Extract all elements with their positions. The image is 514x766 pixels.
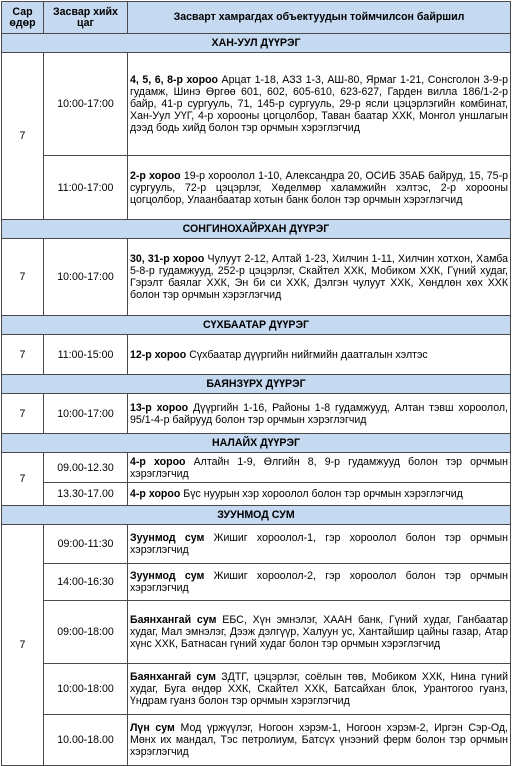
district-heading: БАЯНЗҮРХ ДҮҮРЭГ: [2, 375, 511, 394]
header-repair-time: Засвар хийх цаг: [44, 2, 128, 34]
time-cell: 10:00-17:00: [44, 394, 128, 434]
location-cell: [128, 483, 511, 506]
time-cell: 13.30-17.00: [44, 483, 128, 506]
district-heading: ЗУУНМОД СУМ: [2, 506, 511, 525]
day-cell: 7: [2, 53, 44, 220]
location-details: Мод үржүүлэг, Ногоон хэрэм-1, Ногоон хэрэм-2, Иргэн Сэр-Од, Мөнх их мандал, Тэс петролиум, Батсүх үнээний ферм болон тэр орчмын хэрэглэгчид: [130, 722, 508, 758]
outage-schedule-table: [1, 1, 511, 766]
location-details: Бүс нуурын хэр хороолол болон тэр орчмын хэрэглэгчид: [180, 488, 463, 500]
location-area: 4-р хороо: [130, 455, 186, 468]
location-area: Лүн сум: [130, 722, 175, 734]
location-details: ЕБС, Хүн эмнэлэг, ХААН банк, Гүний худаг, Ганбаатар худаг, Мал эмнэлэг, Дээж дэлгүүр, Халуун ус, Хантайшир цайны газар, Атар хүнс ХХК, Батнасан гүний худаг болон тэр орчмын хэрэглэгчид: [130, 614, 508, 650]
location-area: 4, 5, 6, 8-р хороо: [130, 74, 219, 86]
location-details: Алтайн 1-9, Өлгийн 8, 9-р гудамжууд болон тэр орчмын хэрэглэгчид: [130, 455, 508, 480]
location-cell: [128, 601, 511, 664]
location-cell: [128, 715, 511, 766]
location-cell: [128, 53, 511, 156]
location-area: 4-р хороо: [130, 488, 181, 500]
time-cell: 11:00-15:00: [44, 335, 128, 375]
location-area: Зуунмод сум: [130, 532, 205, 544]
location-cell: [128, 525, 511, 564]
day-cell: 7: [2, 335, 44, 375]
time-cell: 09:00-18:00: [44, 601, 128, 664]
location-details: Арцат 1-18, АЗЗ 1-3, АШ-80, Ярмаг 1-21, Сонсголон 3-9-р гудамж, Шинэ Өргөө 601, 602, 605-610, 623-627, Гарден вилла 186/1-2-р байр, 41-р сургууль, 71, 145-р сургууль, 29-р ясли цэцэрлэгийн комбинат, Хан-Уул УҮГ, 4-р хорооны цогцолбор, Таван баатар ХХК, Монгол уншлагын дээд бодь хийд болон тэр орчмын хэрэглэгчид: [130, 74, 508, 134]
district-heading: СОНГИНОХАЙРХАН ДҮҮРЭГ: [2, 220, 511, 239]
location-cell: [128, 664, 511, 715]
time-cell: 10:00-18:00: [44, 664, 128, 715]
district-heading: НАЛАЙХ ДҮҮРЭГ: [2, 434, 511, 453]
location-area: Баянхангай сум: [130, 614, 217, 626]
location-details: Сүхбаатар дүүргийн нийгмийн даатгалын хэлтэс: [186, 348, 428, 361]
time-cell: 11:00-17:00: [44, 156, 128, 220]
district-heading: ХАН-УУЛ ДҮҮРЭГ: [2, 34, 511, 53]
location-area: 13-р хороо: [130, 401, 189, 414]
location-area: 30, 31-р хороо: [130, 253, 205, 265]
location-area: 12-р хороо: [130, 348, 187, 361]
day-cell: 7: [2, 239, 44, 316]
time-cell: 09:00-11:30: [44, 525, 128, 564]
location-details: Дүүргийн 1-16, Районы 1-8 гудамжууд, Алтан тэвш хороолол, 95/1-4-р байрууд болон тэр орчмын хэрэглэгчид: [130, 401, 508, 426]
location-details: 19-р хороолол 1-10, Александра 20, ОСИБ 35АБ байруд, 15, 75-р сургууль, 72-р цэцэрлэг, Хөделмөр халамжийн хэлтэс, 2-р хорооны цогцолбор, Улаанбаатар хотын банк болон тэр орчмын хэрэглэгчид: [130, 169, 508, 206]
header-month-day: Сар өдөр: [2, 2, 44, 34]
header-locations: Засварт хамрагдах объектуудын тоймчилсон байршил: [128, 2, 511, 34]
location-details: Жишиг хороолол-2, гэр хороолол болон тэр орчмын хэрэглэгчид: [130, 570, 508, 594]
district-heading: СҮХБААТАР ДҮҮРЭГ: [2, 316, 511, 335]
day-cell: 7: [2, 394, 44, 434]
location-cell: [128, 156, 511, 220]
time-cell: 14:00-16:30: [44, 564, 128, 601]
location-cell: [128, 564, 511, 601]
time-cell: 09.00-12.30: [44, 453, 128, 483]
location-area: Баянхангай сум: [130, 671, 216, 683]
location-cell: [128, 239, 511, 316]
location-details: ЗДТГ, цэцэрлэг, соёлын төв, Мобиком ХХК, Нина гүний худаг, Буга өндөр ХХК, Скайтел ХХК, Батсайхан блок, Урантогоо гуанз, Үндрам гуанз болон тэр орчмын хэрэглэгчид: [130, 671, 508, 707]
location-area: 2-р хороо: [130, 169, 181, 182]
time-cell: 10:00-17:00: [44, 53, 128, 156]
day-cell: 7: [2, 525, 44, 766]
location-cell: [128, 335, 511, 375]
location-details: Жишиг хороолол-1, гэр хороолол болон тэр орчмын хэрэглэгчид: [130, 532, 508, 556]
time-cell: 10.00-18.00: [44, 715, 128, 766]
time-cell: 10:00-17:00: [44, 239, 128, 316]
location-area: Зуунмод сум: [130, 570, 205, 582]
location-cell: [128, 453, 511, 483]
day-cell: 7: [2, 453, 44, 506]
location-cell: [128, 394, 511, 434]
location-details: Чулуут 2-12, Алтай 1-23, Хилчин 1-11, Хилчин хотхон, Хамба 5-8-р гудамжууд, 252-р цэцэрлэг, Скайтел ХХК, Мобиком ХХК, Гүний худаг, Гэрэлт баялаг ХХК, Эн би си ХХК, Дэлгэн чулуут ХХК, Хөндлөн хөх ХХК болон тэр орчмын хэрэглэгчид: [130, 253, 508, 301]
